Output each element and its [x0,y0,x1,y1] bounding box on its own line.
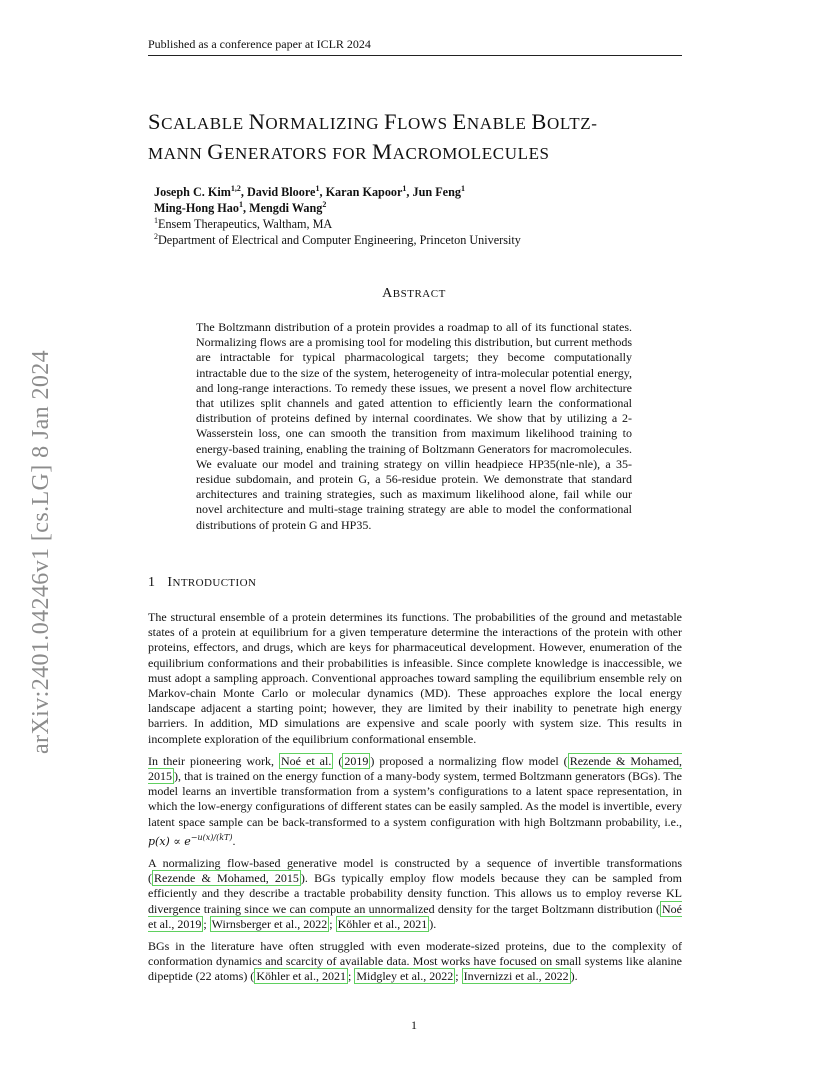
citation-link[interactable]: Köhler et al., 2021 [256,969,346,984]
arxiv-stamp: arXiv:2401.04246v1 [cs.LG] 8 Jan 2024 [28,349,54,754]
author-name: Karan Kapoor [325,185,403,199]
paragraph-4: BGs in the literature have often struggled with even moderate-sized proteins, due to the complexity of conformation dynamics and scarcity of available data. Most works have focused on small systems like alanine dipeptide (22 atoms) ( Köhler et al., 2021 ; Midgley et al., 2022 ; Invernizzi et al., 2022 ). [148,939,682,984]
citation-link[interactable]: Rezende & Mohamed, 2015 [154,871,299,886]
abstract-heading: ABSTRACT [382,286,446,301]
author-name: Joseph C. Kim [154,185,231,199]
affiliation-1: $^1$Ensem Therapeutics, Waltham, MA [154,215,333,231]
paragraph-2: In their pioneering work, Noé et al. ( 2019 ) proposed a normalizing flow model ( Rezende & Mohamed, 2015 ), that is trained on the energy function of a many-body system, termed Boltzmann generators (BGs). The model learns an invertible transformation from a system’s configurations to a latent space representation, in which the low-energy configurations of different states can be easily sampled. As the model is invertible, every latent space sample can be back-transformed to a system configuration with high Boltzmann probability, i.e., $p(x) \propto e^{-u(x)/(kT)}$. [148,753,683,848]
paper-title [148,108,708,168]
page-number: 1 [411,1018,417,1032]
affiliation-2: $^2$Department of Electrical and Computer Engineering, Princeton University [154,231,521,247]
author-block [154,184,674,248]
introduction-body [148,610,682,992]
citation-link[interactable]: Köhler et al., 2021 [337,916,428,931]
boltzmann-formula: p(x) ∝ e [148,834,191,848]
author-name: David Bloore [246,185,316,199]
author-line-2: Ming-Hong Hao$^1$, Mengdi Wang$^2$ [154,199,327,215]
citation-link[interactable]: Invernizzi et al., 2022 [463,969,569,984]
citation-link[interactable]: Rezende & Mohamed, 2015 [148,753,683,784]
citation-link[interactable]: Noé et al. [281,753,332,768]
author-name: Jun Feng [412,185,461,199]
citation-link[interactable]: 2019 [344,753,369,768]
running-header: Published as a conference paper at ICLR 2024 [148,37,682,56]
author-name: Ming-Hong Hao [154,201,239,215]
author-name: Mengdi Wang [249,201,323,215]
title-line-1: SCALABLE NORMALIZING FLOWS ENABLE BOLTZ- [148,109,598,134]
citation-link[interactable]: Wirnsberger et al., 2022 [211,916,328,931]
citation-link[interactable]: Noé et al., 2019 [148,901,682,931]
paragraph-3: A normalizing flow-based generative model is constructed by a sequence of invertible transformations ( Rezende & Mohamed, 2015 ). BGs typically employ flow models because they can be sampled from efficiently and they describe a tractable probability density function. This allows us to employ reverse KL divergence training since we can compute an unnormalized density for the target Boltzmann distribution ( Noé et al., 2019 ; Wirnsberger et al., 2022 ; Köhler et al., 2021 ). [148,856,682,931]
abstract-body [196,320,632,533]
title-line-2: MANN GENERATORS FOR MACROMOLECULES [148,139,550,164]
author-line-1: Joseph C. Kim$^{1,2}$, David Bloore$^1$, Karan Kapoor$^1$, Jun Feng$^1$ [154,183,465,199]
paragraph-1: The structural ensemble of a protein determines its functions. The probabilities of the ground and metastable states of a protein at equilibrium for a given temperature determine the interactions of the protein with other proteins, effectors, and drugs, which are keys for pharmaceutical development. However, enumeration of the equilibrium conformations and their probabilities is infeasible. Since complete knowledge is inaccessible, we must adopt a sampling approach. Conventional approaches toward sampling the equilibrium ensemble rely on Markov-chain Monte Carlo or molecular dynamics (MD). These approaches explore the local energy landscape adjacent a starting point; however, they are limited by their inability to penetrate high energy barriers. In addition, MD simulations are expensive and scale poorly with system size. This results in incomplete exploration of the equilibrium conformational ensemble. [148,610,682,746]
abstract-paragraph: The Boltzmann distribution of a protein provides a roadmap to all of its functional states. Normalizing flows are a promising tool for modeling this distribution, but current methods are intractable for typical pharmacological targets; they become computationally intractable due to the size of the system, heterogeneity of intra-molecular potential energy, and long-range interactions. To remedy these issues, we present a novel flow architecture that utilizes split channels and gated attention to efficiently learn the conformational distribution of proteins defined by internal coordinates. We show that by utilizing a 2-Wasserstein loss, one can smooth the transition from maximum likelihood training to energy-based training, enabling the training of Boltzmann Generators for macromolecules. We evaluate our model and training strategy on villin headpiece HP35(nle-nle), a 35-residue subdomain, and protein G, a 56-residue protein. We demonstrate that standard architectures and training strategies, such as maximum likelihood alone, fail while our novel architecture and multi-stage training strategy are able to model the conformational distributions of protein G and HP35. [196,320,632,532]
section-heading-introduction: 1 INTRODUCTION [148,575,257,590]
citation-link[interactable]: Midgley et al., 2022 [356,969,454,984]
